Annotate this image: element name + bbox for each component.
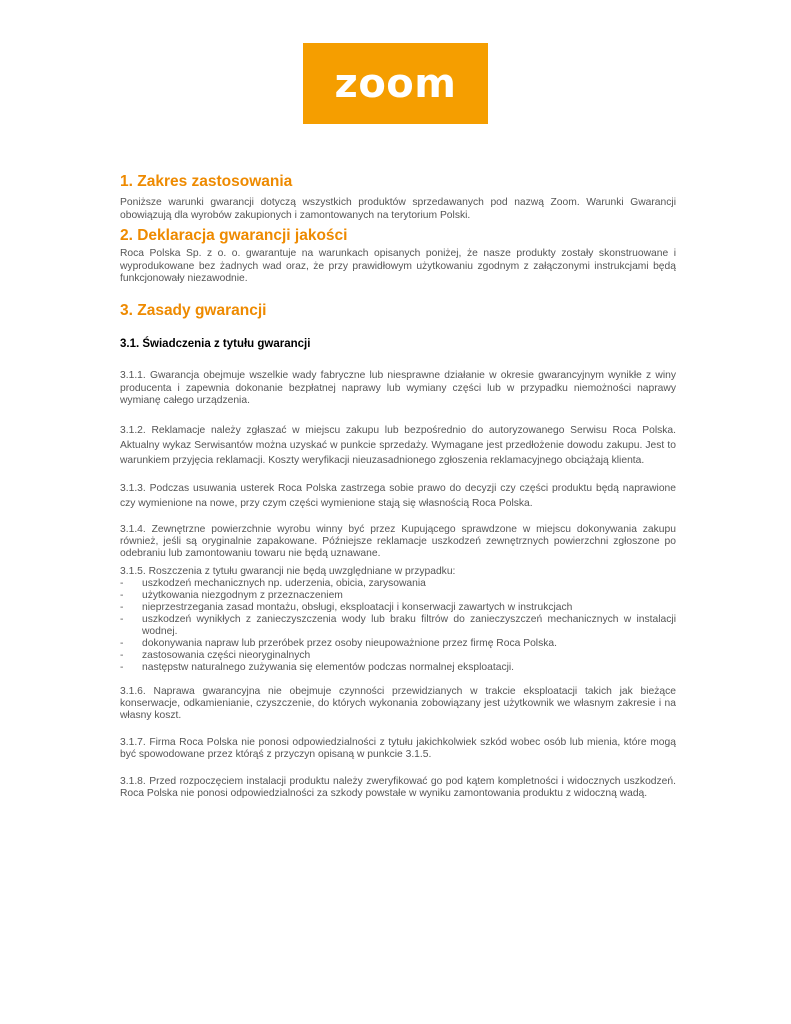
section-3-1-title: 3.1. Świadczenia z tytułu gwarancji <box>120 337 311 350</box>
paragraph-3-1-7: 3.1.7. Firma Roca Polska nie ponosi odpowiedzialności z tytułu jakichkolwiek szkód wobec osób lub mienia, które mogą być spowodowane przez którąś z przyczyn opisaną w punkcie 3.1.5. <box>120 736 676 760</box>
exclusions-list <box>120 578 676 675</box>
list-item: - zastosowania części nieoryginalnych <box>120 650 676 662</box>
list-item: - użytkowania niezgodnym z przeznaczeniem <box>120 590 676 602</box>
list-item: - uszkodzeń wynikłych z zanieczyszczenia wody lub braku filtrów do zanieczyszczeń mechanicznych w instalacji wodnej. <box>120 614 676 638</box>
list-item: - nieprzestrzegania zasad montażu, obsługi, eksploatacji i konserwacji zawartych w instrukcjach <box>120 602 676 614</box>
document-body <box>120 172 676 800</box>
paragraph-3-1-8: 3.1.8. Przed rozpoczęciem instalacji produktu należy zweryfikować go pod kątem kompletności i widocznych uszkodzeń. Roca Polska nie ponosi odpowiedzialności za szkody powstałe w wyniku zamontowania produktu z widoczną wadą. <box>120 775 676 799</box>
section-2-text: Roca Polska Sp. z o. o. gwarantuje na warunkach opisanych poniżej, że nasze produkty zostały skonstruowane i wyprodukowane bez żadnych wad oraz, że przy prawidłowym użytkowaniu zgodnym z załączonymi instrukcjami będą funkcjonowały niezawodnie. <box>120 248 676 285</box>
paragraph-3-1-2: 3.1.2. Reklamacje należy zgłaszać w miejscu zakupu lub bezpośrednio do autoryzowanego Serwisu Roca Polska. Aktualny wykaz Serwisantów można uzyskać w punkcie sprzedaży. Wymagane jest przedłożenie dowodu zakupu. Jest to warunkiem przyjęcia reklamacji. Koszty weryfikacji nieuzasadnionego zgłoszenia reklamacyjnego obciążają klienta. <box>120 424 676 466</box>
paragraph-3-1-3: 3.1.3. Podczas usuwania usterek Roca Polska zastrzega sobie prawo do decyzji czy części produktu będą naprawione czy wymienione na nowe, przy czym części wymienione stają się własnością Roca Polska. <box>120 482 676 509</box>
zoom-logo <box>303 43 488 124</box>
section-1-title: 1. Zakres zastosowania <box>120 173 293 190</box>
list-item: - uszkodzeń mechanicznych np. uderzenia, obicia, zarysowania <box>120 578 676 590</box>
list-item: - następstw naturalnego zużywania się elementów podczas normalnej eksploatacji. <box>120 662 676 674</box>
paragraph-3-1-5: 3.1.5. Roszczenia z tytułu gwarancji nie będą uwzględniane w przypadku: <box>120 565 456 577</box>
section-1-text: Poniższe warunki gwarancji dotyczą wszystkich produktów sprzedawanych pod nazwą Zoom. Warunki Gwarancji obowiązują dla wyrobów zakupionych i zamontowanych na terytorium Polski. <box>120 197 676 221</box>
paragraph-3-1-1: 3.1.1. Gwarancja obejmuje wszelkie wady fabryczne lub niesprawne działanie w okresie gwarancyjnym wynikłe z winy producenta i zapewnia dokonanie bezpłatnej naprawy lub wymiany części lub w przypadku niemożności naprawy wymianę całego urządzenia. <box>120 369 676 407</box>
section-2-title: 2. Deklaracja gwarancji jakości <box>120 227 348 245</box>
paragraph-3-1-6: 3.1.6. Naprawa gwarancyjna nie obejmuje czynności przewidzianych w trakcie eksploatacji takich jak bieżące konserwacje, odkamienianie, czyszczenie, do których wykonania zobowiązany jest użytkownik we własnym zakresie i na własny koszt. <box>120 685 676 721</box>
section-3-title: 3. Zasady gwarancji <box>120 301 267 319</box>
paragraph-3-1-4: 3.1.4. Zewnętrzne powierzchnie wyrobu winny być przez Kupującego sprawdzone w miejscu dokonywania zakupu również, jeśli są oryginalnie zapakowane. Późniejsze reklamacje uszkodzeń zewnętrznych powierzchni zgłoszone po odebraniu lub zamontowaniu towaru nie będą uznawane. <box>120 523 676 559</box>
list-item: - dokonywania napraw lub przeróbek przez osoby nieupoważnione przez firmę Roca Polska. <box>120 638 676 650</box>
logo-text: zoom <box>334 60 457 107</box>
